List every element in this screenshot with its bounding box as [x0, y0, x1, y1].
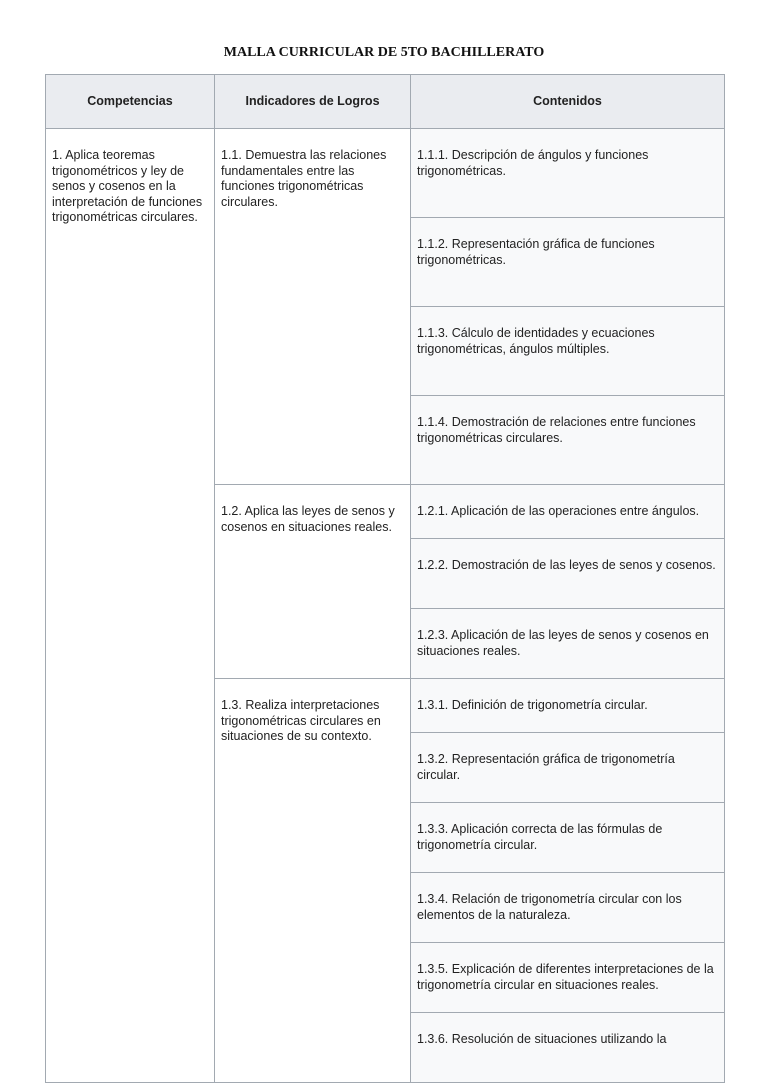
header-contenidos: Contenidos: [411, 75, 725, 129]
curriculum-table: [45, 74, 725, 1083]
contenido-cell: 1.1.1. Descripción de ángulos y funciones trigonométricas.: [411, 129, 725, 218]
page-title: MALLA CURRICULAR DE 5TO BACHILLERATO: [223, 45, 545, 60]
contenido-cell: 1.1.4. Demostración de relaciones entre funciones trigonométricas circulares.: [411, 396, 725, 485]
curriculum-table-frame: [45, 74, 724, 1046]
contenido-cell: 1.3.3. Aplicación correcta de las fórmulas de trigonometría circular.: [411, 803, 725, 873]
header-indicadores: Indicadores de Logros: [215, 75, 411, 129]
contenido-cell: 1.3.1. Definición de trigonometría circular.: [411, 679, 725, 733]
contenido-cell: 1.2.3. Aplicación de las leyes de senos y cosenos en situaciones reales.: [411, 609, 725, 679]
contenido-cell: 1.1.2. Representación gráfica de funciones trigonométricas.: [411, 218, 725, 307]
contenido-cell: 1.3.4. Relación de trigonometría circular con los elementos de la naturaleza.: [411, 873, 725, 943]
table-row: [46, 129, 725, 218]
contenido-cell: 1.2.2. Demostración de las leyes de senos y cosenos.: [411, 539, 725, 609]
contenido-cell: 1.2.1. Aplicación de las operaciones entre ángulos.: [411, 485, 725, 539]
contenido-cell: 1.3.6. Resolución de situaciones utilizando la: [411, 1013, 725, 1083]
contenido-cell: 1.1.3. Cálculo de identidades y ecuaciones trigonométricas, ángulos múltiples.: [411, 307, 725, 396]
indicador-cell: 1.3. Realiza interpretaciones trigonométricas circulares en situaciones de su contexto.: [215, 679, 411, 1083]
header-competencias: Competencias: [46, 75, 215, 129]
indicador-cell: 1.1. Demuestra las relaciones fundamentales entre las funciones trigonométricas circulares.: [215, 129, 411, 485]
competencia-cell: 1. Aplica teoremas trigonométricos y ley de senos y cosenos en la interpretación de funciones trigonométricas circulares.: [46, 129, 215, 1083]
indicador-cell: 1.2. Aplica las leyes de senos y cosenos en situaciones reales.: [215, 485, 411, 679]
contenido-cell: 1.3.2. Representación gráfica de trigonometría circular.: [411, 733, 725, 803]
table-header-row: [46, 75, 725, 129]
contenido-cell: 1.3.5. Explicación de diferentes interpretaciones de la trigonometría circular en situaciones reales.: [411, 943, 725, 1013]
